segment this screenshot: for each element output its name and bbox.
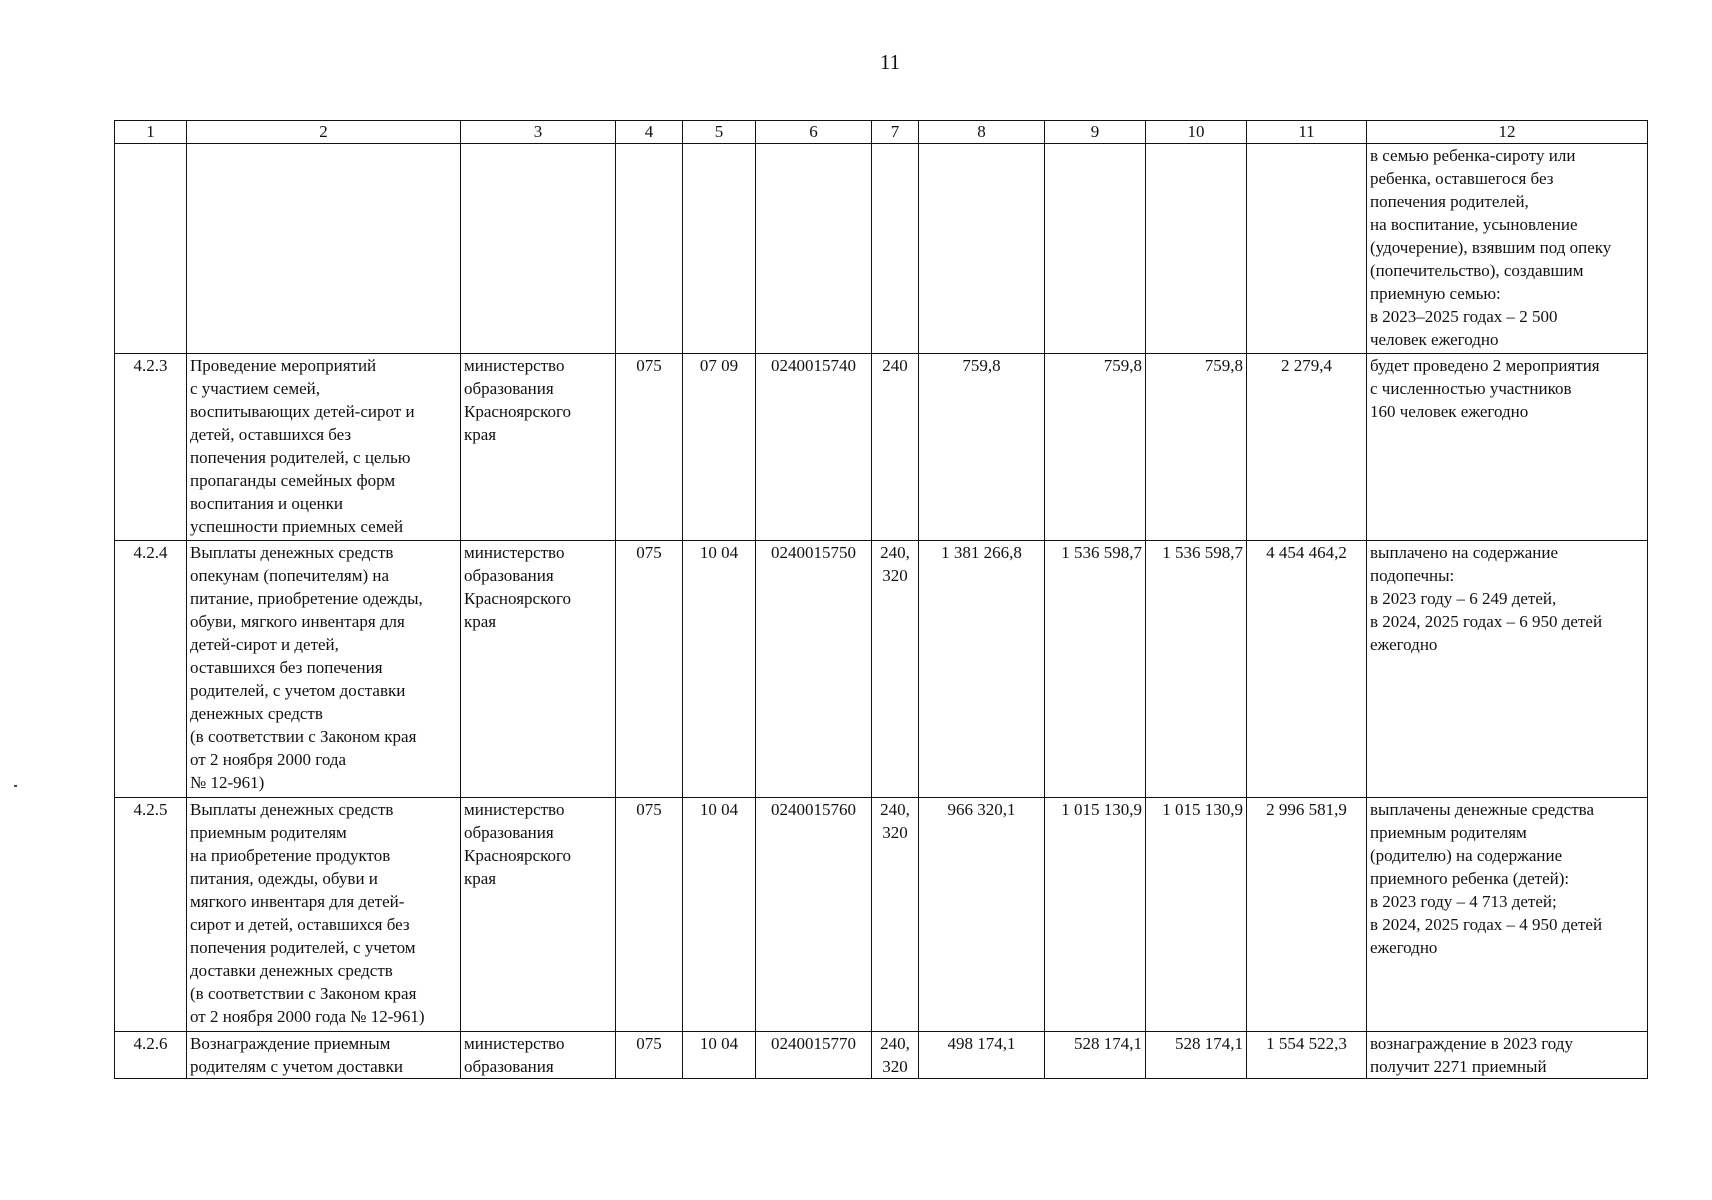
cell-total: 4 454 464,2 <box>1247 541 1367 798</box>
cell-total: 2 996 581,9 <box>1247 798 1367 1032</box>
cell-name: Выплаты денежных средств приемным родителям на приобретение продуктов питания, одежды, обуви и мягкого инвентаря для детей- сирот и детей, оставшихся без попечения родителей, с учетом доставки денежных средств (в соответствии с Законом края от 2 ноября 2000 года № 12-961) <box>187 798 461 1032</box>
column-number: 5 <box>683 121 756 144</box>
cell-rzpr: 10 04 <box>683 798 756 1032</box>
cell-executor: министерство образования <box>461 1032 616 1079</box>
cell-total <box>1247 144 1367 354</box>
column-number: 2 <box>187 121 461 144</box>
cell-rzpr <box>683 144 756 354</box>
cell-2024: 1 015 130,9 <box>1045 798 1146 1032</box>
column-number: 10 <box>1146 121 1247 144</box>
cell-result: вознаграждение в 2023 году получит 2271 приемный <box>1367 1032 1648 1079</box>
cell-2025 <box>1146 144 1247 354</box>
cell-num: 4.2.5 <box>115 798 187 1032</box>
cell-csr: 0240015770 <box>756 1032 872 1079</box>
cell-total: 2 279,4 <box>1247 354 1367 541</box>
cell-total: 1 554 522,3 <box>1247 1032 1367 1079</box>
cell-2023 <box>919 144 1045 354</box>
cell-2025: 759,8 <box>1146 354 1247 541</box>
cell-vr: 240, 320 <box>872 798 919 1032</box>
cell-num: 4.2.4 <box>115 541 187 798</box>
cell-vr: 240, 320 <box>872 541 919 798</box>
column-number: 6 <box>756 121 872 144</box>
cell-2024: 759,8 <box>1045 354 1146 541</box>
page-number: 11 <box>879 50 901 74</box>
cell-vr: 240 <box>872 354 919 541</box>
column-number: 3 <box>461 121 616 144</box>
cell-2024: 528 174,1 <box>1045 1032 1146 1079</box>
cell-csr: 0240015760 <box>756 798 872 1032</box>
cell-rzpr: 10 04 <box>683 1032 756 1079</box>
scan-speck <box>14 785 17 787</box>
cell-num: 4.2.6 <box>115 1032 187 1079</box>
table-row <box>115 1032 1648 1079</box>
cell-result: будет проведено 2 мероприятия с численностью участников 160 человек ежегодно <box>1367 354 1648 541</box>
cell-grbs: 075 <box>616 1032 683 1079</box>
cell-grbs: 075 <box>616 541 683 798</box>
table-row <box>115 798 1648 1032</box>
cell-grbs: 075 <box>616 798 683 1032</box>
cell-num: 4.2.3 <box>115 354 187 541</box>
table-row <box>115 541 1648 798</box>
cell-name: Вознаграждение приемным родителям с учетом доставки <box>187 1032 461 1079</box>
cell-executor: министерство образования Красноярского края <box>461 798 616 1032</box>
table-row-continued <box>115 144 1648 354</box>
cell-2023: 498 174,1 <box>919 1032 1045 1079</box>
cell-csr: 0240015750 <box>756 541 872 798</box>
column-number: 4 <box>616 121 683 144</box>
cell-num <box>115 144 187 354</box>
cell-executor: министерство образования Красноярского края <box>461 354 616 541</box>
cell-2025: 528 174,1 <box>1146 1032 1247 1079</box>
cell-2025: 1 015 130,9 <box>1146 798 1247 1032</box>
cell-2024: 1 536 598,7 <box>1045 541 1146 798</box>
column-number: 11 <box>1247 121 1367 144</box>
cell-name: Проведение мероприятий с участием семей, воспитывающих детей-сирот и детей, оставшихся без попечения родителей, с целью пропаганды семейных форм воспитания и оценки успешности приемных семей <box>187 354 461 541</box>
cell-grbs <box>616 144 683 354</box>
cell-rzpr: 07 09 <box>683 354 756 541</box>
cell-csr: 0240015740 <box>756 354 872 541</box>
cell-vr: 240, 320 <box>872 1032 919 1079</box>
cell-name: Выплаты денежных средств опекунам (попечителям) на питание, приобретение одежды, обуви, мягкого инвентаря для детей-сирот и детей, оставшихся без попечения родителей, с учетом доставки денежных средств (в соответствии с Законом края от 2 ноября 2000 года № 12-961) <box>187 541 461 798</box>
column-number: 12 <box>1367 121 1648 144</box>
column-number: 8 <box>919 121 1045 144</box>
cell-2024 <box>1045 144 1146 354</box>
cell-result: выплачены денежные средства приемным родителям (родителю) на содержание приемного ребенка (детей): в 2023 году – 4 713 детей; в 2024, 2025 годах – 4 950 детей ежегодно <box>1367 798 1648 1032</box>
cell-2025: 1 536 598,7 <box>1146 541 1247 798</box>
cell-executor: министерство образования Красноярского края <box>461 541 616 798</box>
column-number: 7 <box>872 121 919 144</box>
cell-vr <box>872 144 919 354</box>
cell-grbs: 075 <box>616 354 683 541</box>
column-number: 1 <box>115 121 187 144</box>
column-number: 9 <box>1045 121 1146 144</box>
cell-csr <box>756 144 872 354</box>
column-number-row <box>115 121 1648 144</box>
cell-result: выплачено на содержание подопечны: в 2023 году – 6 249 детей, в 2024, 2025 годах – 6 950 детей ежегодно <box>1367 541 1648 798</box>
cell-2023: 1 381 266,8 <box>919 541 1045 798</box>
cell-rzpr: 10 04 <box>683 541 756 798</box>
program-activities-table <box>114 120 1648 1079</box>
cell-result: в семью ребенка-сироту или ребенка, оставшегося без попечения родителей, на воспитание, усыновление (удочерение), взявшим под опеку (попечительство), создавшим приемную семью: в 2023–2025 годах – 2 500 человек ежегодно <box>1367 144 1648 354</box>
cell-name <box>187 144 461 354</box>
cell-2023: 966 320,1 <box>919 798 1045 1032</box>
table-row <box>115 354 1648 541</box>
cell-2023: 759,8 <box>919 354 1045 541</box>
cell-executor <box>461 144 616 354</box>
